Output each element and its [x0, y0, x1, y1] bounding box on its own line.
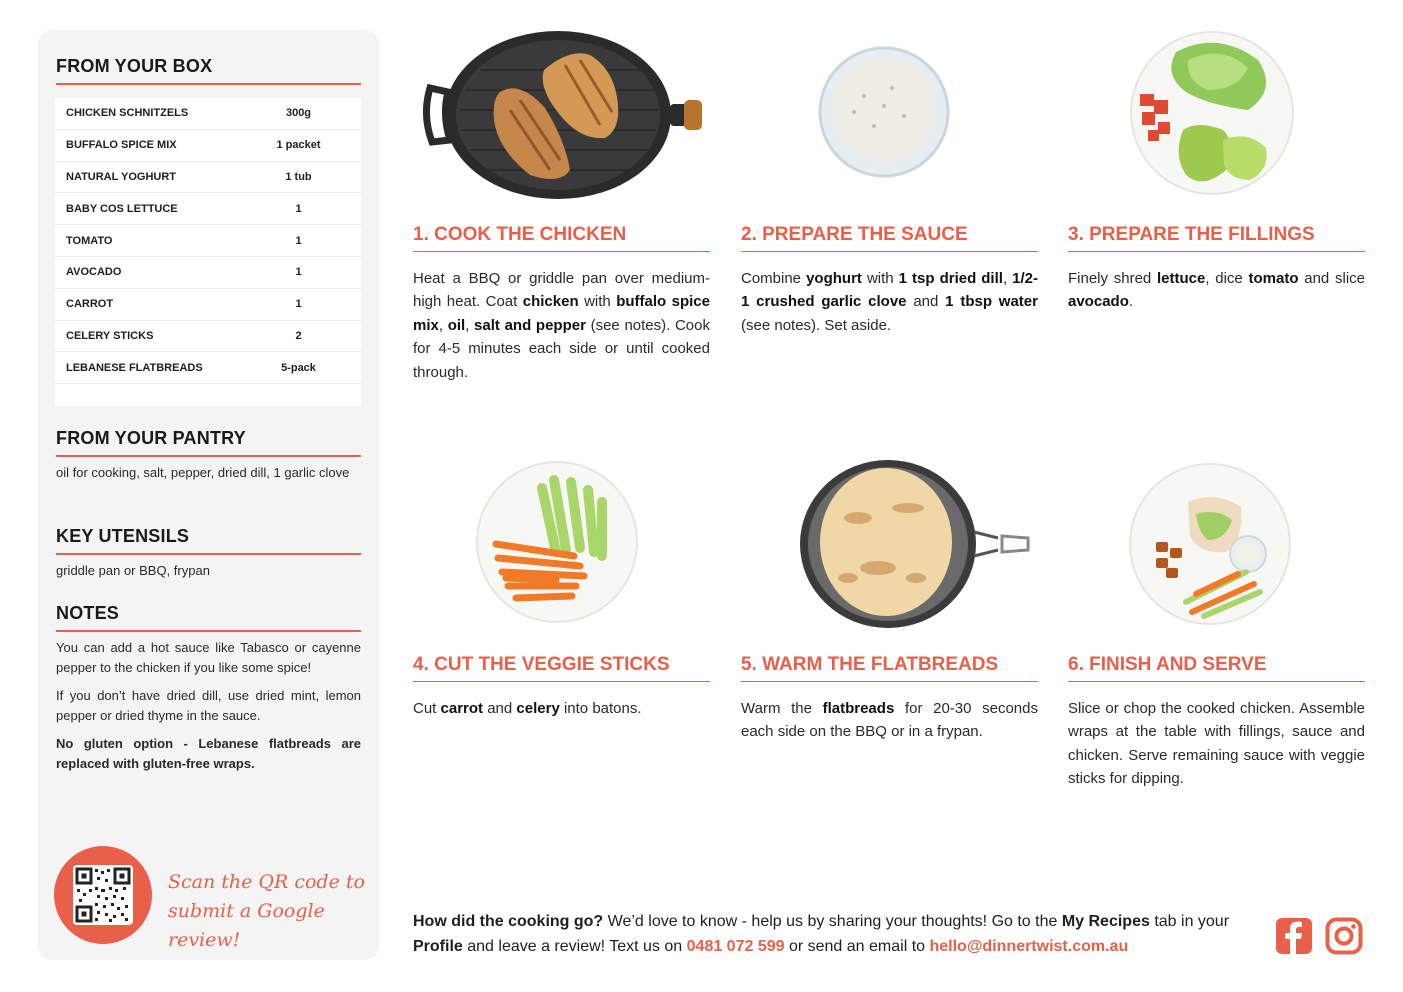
step-text: Combine: [741, 270, 807, 287]
pantry-text: oil for cooking, salt, pepper, dried dill, 1 garlic clove: [56, 465, 350, 480]
ingredient-highlight: avocado: [1068, 293, 1129, 311]
step-text: and: [483, 700, 517, 717]
step-body: [741, 267, 1038, 337]
footer-question: How did the cooking go?: [413, 913, 604, 930]
step-text: Warm the: [741, 700, 823, 717]
step-title: 2. PREPARE THE SAUCE: [741, 224, 1038, 252]
ingredient-row: [55, 98, 361, 130]
ingredient-name: CARROT: [66, 298, 114, 311]
yoghurt-sauce-image: [814, 46, 954, 180]
ingredient-qty: 300g: [285, 107, 312, 120]
ingredient-name: BUFFALO SPICE MIX: [66, 139, 177, 152]
feedback-footer: [413, 909, 1263, 959]
pantry-title: FROM YOUR PANTRY: [56, 428, 361, 457]
step-body: [1068, 267, 1365, 314]
step-text: ,: [1002, 270, 1013, 287]
ingredient-highlight: 1/2-1 crushed garlic clove: [741, 270, 1038, 311]
ingredient-name: BABY COS LETTUCE: [66, 202, 178, 215]
step-text: Finely shred: [1068, 270, 1157, 287]
qr-code-icon[interactable]: [73, 865, 133, 925]
ingredient-highlight: tomato: [1248, 270, 1299, 287]
step-text: and slice: [1298, 270, 1365, 287]
email-link[interactable]: hello@dinnertwist.com.au: [929, 938, 1129, 955]
utensils-title: KEY UTENSILS: [56, 526, 361, 555]
ingredient-qty: 1: [295, 234, 302, 247]
ingredient-highlight: 1 tsp dried dill: [898, 270, 1003, 287]
profile-label: Profile: [413, 938, 463, 955]
step-text: .: [1128, 293, 1134, 311]
ingredient-row: [55, 289, 361, 321]
sidebar: [38, 30, 379, 960]
ingredient-name: CHICKEN SCHNITZELS: [66, 107, 189, 120]
ingredient-highlight: oil: [447, 316, 466, 334]
ingredient-highlight: lettuce: [1157, 270, 1206, 287]
ingredient-row: [55, 352, 361, 384]
my-recipes-label: My Recipes: [1061, 913, 1150, 930]
step-title: 6. FINISH AND SERVE: [1068, 654, 1365, 682]
instagram-icon[interactable]: [1325, 917, 1363, 955]
step-text: with: [861, 270, 899, 287]
ingredient-qty: 1 tub: [285, 170, 312, 183]
ingredient-highlight: buffalo spice mix: [413, 293, 710, 334]
veggie-sticks-image: [476, 460, 638, 624]
ingredient-qty: 1: [295, 266, 302, 279]
footer-text: or send an email to: [784, 938, 930, 955]
box-title: FROM YOUR BOX: [56, 56, 361, 85]
ingredient-row: [55, 130, 361, 162]
ingredient-row: [55, 162, 361, 194]
qr-caption-line: Scan the QR code to: [168, 871, 365, 893]
ingredient-highlight: flatbreads: [822, 700, 895, 717]
ingredient-highlight: salt and pepper: [474, 316, 586, 334]
ingredient-name: LEBANESE FLATBREADS: [66, 361, 203, 374]
ingredients-table: [55, 98, 361, 406]
ingredient-qty: 2: [295, 329, 302, 342]
step-title: 5. WARM THE FLATBREADS: [741, 654, 1038, 682]
step-text: and: [906, 293, 946, 311]
step-text: ,: [438, 316, 448, 334]
footer-text: and leave a review! Text us on: [462, 938, 687, 955]
grilled-chicken-image: [420, 30, 705, 200]
ingredient-qty: 1: [295, 202, 302, 215]
step-text: Cut: [413, 700, 441, 717]
qr-caption: [168, 868, 368, 955]
ingredient-name: NATURAL YOGHURT: [66, 170, 176, 183]
qr-badge[interactable]: [54, 846, 152, 944]
notes-title: NOTES: [56, 603, 361, 632]
ingredient-highlight: chicken: [522, 293, 579, 311]
ingredient-highlight: 1 tbsp water: [945, 293, 1038, 311]
step-body: [741, 697, 1038, 744]
utensils-text: griddle pan or BBQ, frypan: [56, 563, 210, 578]
ingredient-qty: 1: [295, 298, 302, 311]
step-text: with: [578, 293, 617, 311]
salad-fillings-image: [1128, 30, 1296, 196]
step-body: [1068, 697, 1365, 791]
step-text: into batons.: [559, 700, 642, 717]
phone-link[interactable]: 0481 072 599: [686, 938, 785, 955]
ingredient-name: AVOCADO: [66, 266, 122, 279]
step-body: [413, 697, 710, 720]
step-body: [413, 267, 710, 384]
step-title: 1. COOK THE CHICKEN: [413, 224, 710, 252]
note-item: You can add a hot sauce like Tabasco or cayenne pepper to the chicken if you like some spice!: [56, 640, 361, 675]
step-text: (see notes). Set aside.: [741, 316, 892, 334]
step-text: Heat a BBQ or griddle pan over medium-high heat. Coat: [413, 270, 710, 311]
footer-text: We’d love to know - help us by sharing your thoughts! Go to the: [603, 913, 1062, 930]
step-text: ,: [465, 316, 475, 334]
step-text: (see notes). Cook for 4-5 minutes each side or until cooked through.: [413, 316, 710, 381]
ingredient-name: TOMATO: [66, 234, 113, 247]
warm-flatbread-image: [798, 458, 1034, 630]
ingredient-qty: 1 packet: [276, 139, 321, 152]
ingredient-row: [55, 321, 361, 353]
step-text: Slice or chop the cooked chicken. Assemble wraps at the table with fillings, sauce and chicken. Serve remaining sauce with veggie sticks for dipping.: [1068, 700, 1365, 788]
finished-wraps-image: [1126, 462, 1294, 626]
ingredient-highlight: yoghurt: [806, 270, 862, 287]
step-text: for 20-30 seconds each side on the BBQ or in a frypan.: [741, 700, 1038, 741]
qr-caption-line: submit a Google review!: [168, 900, 325, 951]
footer-text: tab in your: [1149, 913, 1230, 930]
ingredient-name: CELERY STICKS: [66, 329, 154, 342]
ingredient-highlight: celery: [516, 700, 560, 717]
note-item: If you don’t have dried dill, use dried mint, lemon pepper or dried thyme in the sauce.: [56, 688, 361, 723]
ingredient-highlight: carrot: [440, 700, 484, 717]
note-item: No gluten option - Lebanese flatbreads are replaced with gluten-free wraps.: [56, 736, 361, 771]
ingredient-qty: 5-pack: [281, 361, 316, 374]
ingredient-row: [55, 193, 361, 225]
facebook-icon[interactable]: [1275, 917, 1313, 955]
step-title: 4. CUT THE VEGGIE STICKS: [413, 654, 710, 682]
step-text: , dice: [1205, 270, 1249, 287]
ingredient-row: [55, 257, 361, 289]
ingredient-row: [55, 225, 361, 257]
step-title: 3. PREPARE THE FILLINGS: [1068, 224, 1365, 252]
